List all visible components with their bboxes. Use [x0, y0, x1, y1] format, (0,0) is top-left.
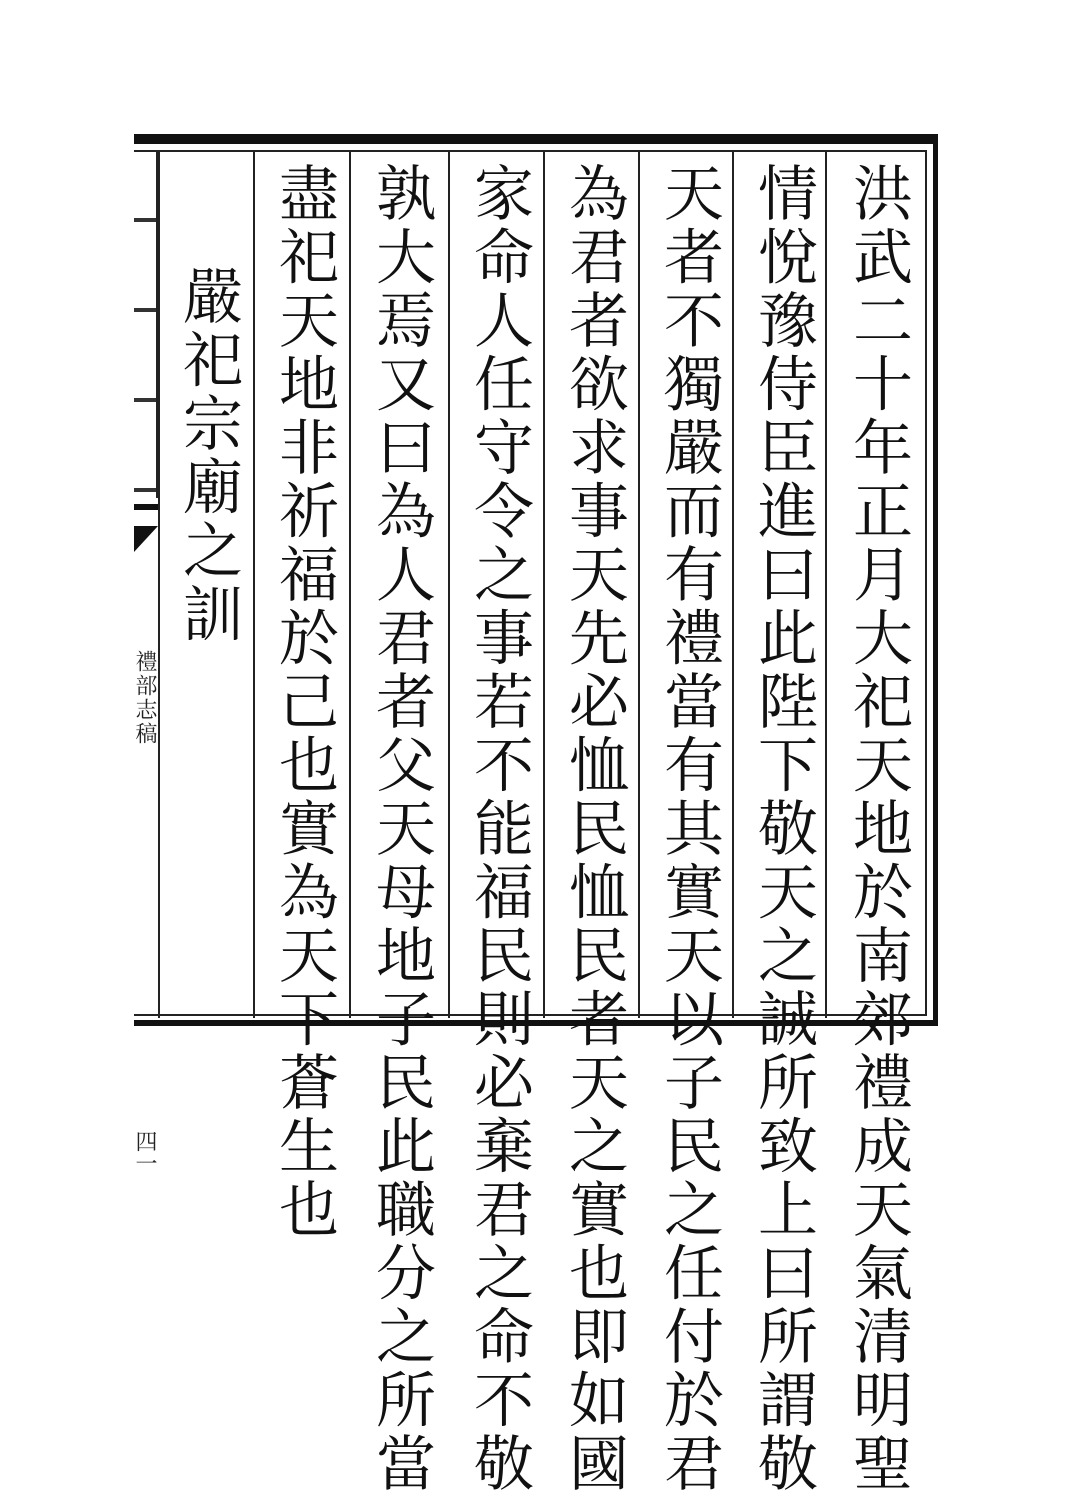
text-column-5: 家命人任守令之事若不能福民則必棄君之命不敬: [464, 162, 534, 1496]
column-divider: [349, 150, 351, 1018]
column-divider: [448, 150, 450, 1018]
text-column-6: 孰大焉又曰為人君者父天母地子民此職分之所當: [366, 162, 436, 1496]
fold-fishtail-mark: [134, 526, 158, 552]
column-divider: [253, 150, 255, 1018]
section-heading: 嚴祀宗廟之訓: [173, 265, 243, 646]
text-column-3: 天者不獨嚴而有禮當有其實天以子民之任付於君: [654, 162, 724, 1496]
text-column-2: 情悅豫侍臣進曰此陛下敬天之誠所致上曰所謂敬: [748, 162, 818, 1496]
fold-gutter: [134, 150, 158, 1018]
fold-bar: [134, 504, 158, 510]
column-divider: [638, 150, 640, 1018]
text-column-7: 盡祀天地非祈福於己也實為天下蒼生也: [269, 162, 339, 1242]
fold-book-title: 禮部志稿: [132, 650, 157, 746]
column-divider: [732, 150, 734, 1018]
fold-fishtail-block: [134, 150, 158, 498]
text-column-4: 為君者欲求事天先必恤民恤民者天之實也即如國: [559, 162, 629, 1496]
column-divider: [543, 150, 545, 1018]
column-divider: [158, 150, 160, 1018]
fold-page-number: 四一: [132, 1130, 157, 1174]
text-column-1: 洪武二十年正月大祀天地於南郊禮成天氣清明聖: [843, 162, 913, 1496]
column-divider: [825, 150, 827, 1018]
